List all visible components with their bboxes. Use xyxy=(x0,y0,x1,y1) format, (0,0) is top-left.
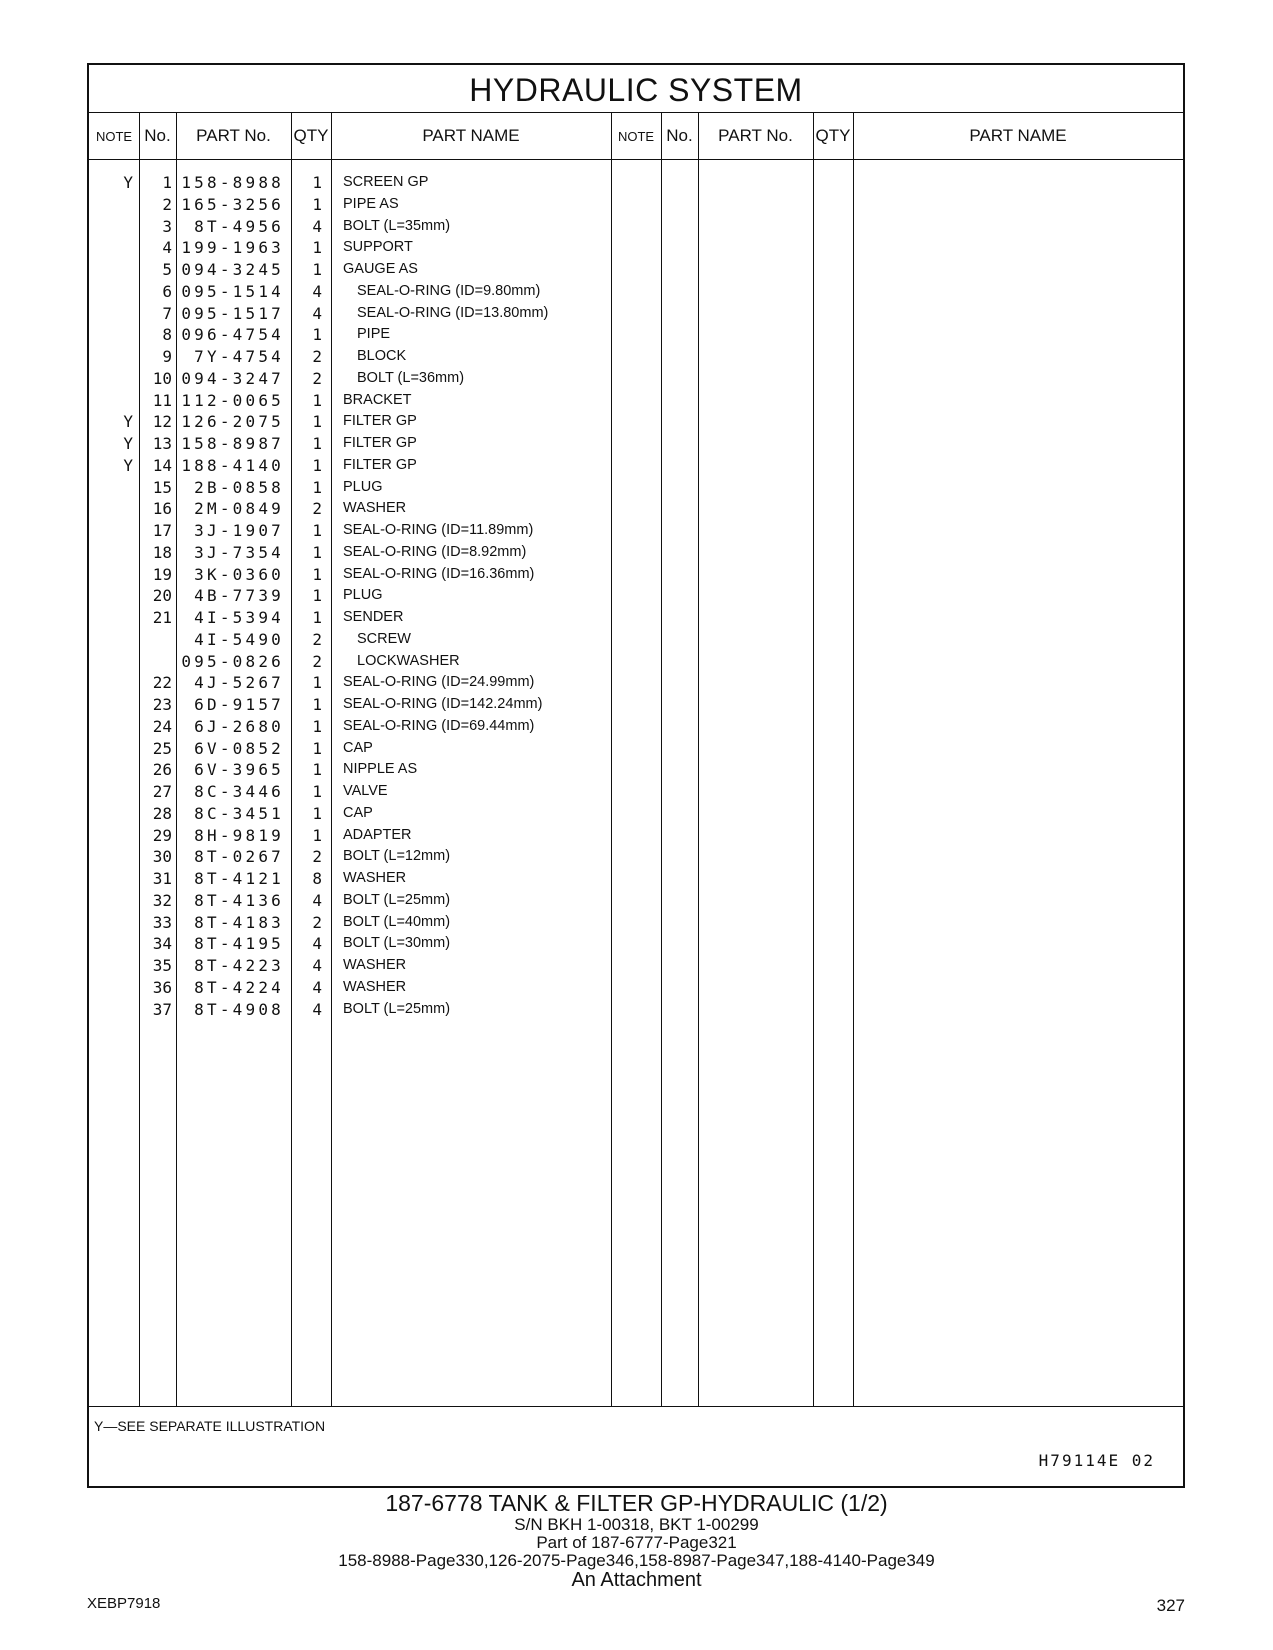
note-cell xyxy=(89,584,133,607)
part-name: WASHER xyxy=(343,978,407,995)
table-row xyxy=(89,737,1183,760)
quantity: 1 xyxy=(312,194,322,214)
item-number: 1 xyxy=(162,173,172,192)
note-cell xyxy=(89,497,133,520)
note-cell xyxy=(89,628,133,651)
part-name: GAUGE AS xyxy=(343,261,418,277)
page-number: 327 xyxy=(1156,1596,1185,1615)
parts-table-frame xyxy=(87,63,1185,1488)
part-number: 8T-4183 xyxy=(194,912,284,932)
note-cell xyxy=(89,715,133,738)
note-cell: Y xyxy=(123,173,133,192)
part-name: BOLT (L=30mm) xyxy=(343,935,451,952)
quantity: 2 xyxy=(312,847,322,867)
note-cell xyxy=(89,737,133,760)
part-name: SEAL-O-RING (ID=24.99mm) xyxy=(343,674,535,691)
table-header-row xyxy=(89,113,1183,160)
part-number: 3K-0360 xyxy=(194,564,284,584)
item-number: 36 xyxy=(152,977,172,997)
item-number: 8 xyxy=(162,325,172,345)
table-row xyxy=(89,302,1183,325)
quantity: 8 xyxy=(312,869,322,888)
part-name: PLUG xyxy=(343,478,383,495)
note-cell xyxy=(89,932,133,955)
note-cell xyxy=(89,845,133,868)
part-number: 8T-0267 xyxy=(194,847,284,867)
quantity: 1 xyxy=(312,695,322,714)
note-cell xyxy=(89,889,133,912)
quantity: 4 xyxy=(312,999,322,1019)
part-number: 7Y-4754 xyxy=(194,347,284,366)
quantity: 1 xyxy=(312,738,322,758)
note-cell xyxy=(89,236,133,259)
table-row xyxy=(89,193,1183,216)
item-number: 23 xyxy=(152,695,172,714)
item-number: 37 xyxy=(152,999,172,1019)
item-number: 6 xyxy=(162,281,172,301)
part-name: SCREEN GP xyxy=(343,174,429,190)
quantity: 2 xyxy=(312,629,322,649)
item-number: 20 xyxy=(152,586,172,606)
part-name: SEAL-O-RING (ID=16.36mm) xyxy=(343,565,535,582)
note-cell xyxy=(89,193,133,216)
note-cell: Y xyxy=(123,455,133,475)
quantity: 4 xyxy=(312,303,322,323)
part-name: PLUG xyxy=(343,587,383,604)
table-row xyxy=(89,563,1183,586)
part-name: SUPPORT xyxy=(343,239,413,256)
header-part-no: PART No. xyxy=(196,126,271,145)
quantity: 1 xyxy=(312,260,322,279)
part-number: 3J-7354 xyxy=(194,542,284,562)
footer-divider xyxy=(89,1406,1183,1407)
quantity: 1 xyxy=(312,586,322,606)
quantity: 1 xyxy=(312,608,322,627)
table-row xyxy=(89,215,1183,238)
part-number: 095-0826 xyxy=(181,651,284,671)
item-number: 7 xyxy=(162,303,172,323)
note-cell xyxy=(89,258,133,281)
note-cell xyxy=(89,998,133,1021)
note-cell xyxy=(89,476,133,499)
part-number: 165-3256 xyxy=(181,194,284,214)
part-name: SEAL-O-RING (ID=9.80mm) xyxy=(357,282,541,299)
quantity: 1 xyxy=(312,782,322,801)
part-number: 8T-4223 xyxy=(194,956,284,975)
header-no: No. xyxy=(144,126,171,145)
item-number: 26 xyxy=(152,760,172,780)
part-name: BOLT (L=25mm) xyxy=(343,1000,451,1017)
part-name: FILTER GP xyxy=(343,435,417,451)
part-name: CAP xyxy=(343,804,373,821)
note-cell xyxy=(89,541,133,564)
table-row xyxy=(89,258,1183,281)
part-number: 8C-3451 xyxy=(194,803,284,823)
note-cell xyxy=(89,867,133,890)
item-number: 35 xyxy=(152,956,172,975)
item-number: 18 xyxy=(152,542,172,562)
quantity: 4 xyxy=(312,934,322,954)
item-number: 31 xyxy=(152,869,172,888)
part-number: 8T-4136 xyxy=(194,890,284,910)
document-code: XEBP7918 xyxy=(87,1595,161,1612)
part-number: 112-0065 xyxy=(181,390,284,410)
quantity: 1 xyxy=(312,325,322,345)
part-number: 4B-7739 xyxy=(194,586,284,606)
part-number: 8C-3446 xyxy=(194,782,284,801)
quantity: 4 xyxy=(312,956,322,975)
note-cell xyxy=(89,911,133,934)
quantity: 1 xyxy=(312,673,322,693)
part-number: 8T-4224 xyxy=(194,977,284,997)
part-number: 6D-9157 xyxy=(194,695,284,714)
quantity: 2 xyxy=(312,347,322,366)
item-number: 24 xyxy=(152,716,172,736)
quantity: 1 xyxy=(312,825,322,845)
part-number: 094-3245 xyxy=(181,260,284,279)
quantity: 1 xyxy=(312,434,322,453)
note-cell xyxy=(89,367,133,390)
caption-title: 187-6778 TANK & FILTER GP-HYDRAULIC (1/2) xyxy=(385,1490,888,1516)
part-name: WASHER xyxy=(343,500,407,517)
quantity: 1 xyxy=(312,477,322,497)
header-no-right: No. xyxy=(666,126,693,145)
table-row xyxy=(89,780,1183,803)
item-number: 16 xyxy=(152,499,172,519)
item-number: 4 xyxy=(162,238,172,258)
item-number: 12 xyxy=(152,412,172,432)
part-name: SEAL-O-RING (ID=8.92mm) xyxy=(343,543,527,560)
quantity: 1 xyxy=(312,716,322,736)
note-cell xyxy=(89,302,133,325)
quantity: 1 xyxy=(312,564,322,584)
quantity: 2 xyxy=(312,651,322,671)
quantity: 1 xyxy=(312,760,322,780)
part-number: 8T-4956 xyxy=(194,216,284,236)
part-number: 6V-3965 xyxy=(194,760,284,780)
item-number: 2 xyxy=(162,194,172,214)
part-name: SEAL-O-RING (ID=13.80mm) xyxy=(357,304,549,321)
note-cell: Y xyxy=(123,412,133,432)
quantity: 2 xyxy=(312,368,322,388)
table-row xyxy=(89,345,1183,368)
header-note: NOTE xyxy=(95,128,133,144)
part-name: PIPE xyxy=(357,326,391,343)
figure-caption xyxy=(0,1490,1273,1590)
table-row xyxy=(89,650,1183,673)
caption-page-refs: 158-8988-Page330,126-2075-Page346,158-8987-Page347,188-4140-Page349 xyxy=(338,1551,935,1570)
part-number: 8T-4195 xyxy=(194,934,284,954)
note-cell: Y xyxy=(123,434,133,453)
table-row xyxy=(89,323,1183,346)
part-name: PIPE AS xyxy=(343,195,399,212)
table-row xyxy=(89,802,1183,825)
quantity: 1 xyxy=(312,521,322,540)
note-cell xyxy=(89,563,133,586)
note-cell xyxy=(89,606,133,629)
item-number: 11 xyxy=(152,390,172,410)
note-cell xyxy=(89,693,133,716)
note-cell xyxy=(89,519,133,542)
table-row xyxy=(89,541,1183,564)
table-row xyxy=(89,410,1183,433)
quantity: 2 xyxy=(312,499,322,519)
part-number: 4I-5394 xyxy=(194,608,284,627)
footnote: Y—SEE SEPARATE ILLUSTRATION xyxy=(94,1418,326,1434)
part-number: 8T-4908 xyxy=(194,999,284,1019)
part-name: SEAL-O-RING (ID=142.24mm) xyxy=(343,696,543,712)
part-number: 126-2075 xyxy=(181,412,284,432)
part-number: 095-1517 xyxy=(181,303,284,323)
part-name: ADAPTER xyxy=(343,826,412,843)
item-number: 34 xyxy=(152,934,172,954)
part-number: 158-8987 xyxy=(181,434,284,453)
item-number: 15 xyxy=(152,477,172,497)
part-name: SEAL-O-RING (ID=11.89mm) xyxy=(343,522,534,538)
part-name: BOLT (L=35mm) xyxy=(343,217,451,234)
part-number: 096-4754 xyxy=(181,325,284,345)
item-number: 32 xyxy=(152,890,172,910)
part-name: BOLT (L=12mm) xyxy=(343,848,451,865)
note-cell xyxy=(89,758,133,781)
note-cell xyxy=(89,215,133,238)
table-row xyxy=(89,606,1183,629)
part-number: 8T-4121 xyxy=(194,869,284,888)
table-row xyxy=(89,497,1183,520)
caption-attachment: An Attachment xyxy=(571,1569,702,1591)
item-number: 22 xyxy=(152,673,172,693)
part-name: VALVE xyxy=(343,783,388,799)
item-number: 19 xyxy=(152,564,172,584)
quantity: 1 xyxy=(312,238,322,258)
table-row xyxy=(89,954,1183,977)
table-row xyxy=(89,476,1183,499)
table-row xyxy=(89,693,1183,716)
part-number: 2M-0849 xyxy=(194,499,284,519)
item-number: 17 xyxy=(152,521,172,540)
quantity: 1 xyxy=(312,803,322,823)
item-number: 21 xyxy=(152,608,172,627)
item-number: 27 xyxy=(152,782,172,801)
table-row xyxy=(89,845,1183,868)
table-row xyxy=(89,389,1183,412)
quantity: 1 xyxy=(312,390,322,410)
header-part-name: PART NAME xyxy=(422,126,520,145)
note-cell xyxy=(89,671,133,694)
part-name: WASHER xyxy=(343,870,407,886)
note-cell xyxy=(89,389,133,412)
part-number: 188-4140 xyxy=(181,455,284,475)
part-name: FILTER GP xyxy=(343,413,417,430)
table-row xyxy=(89,715,1183,738)
part-name: BOLT (L=40mm) xyxy=(343,913,451,930)
table-row xyxy=(89,976,1183,999)
part-number: 2B-0858 xyxy=(194,477,284,497)
header-note-right: NOTE xyxy=(617,128,655,144)
part-name: SENDER xyxy=(343,609,404,625)
table-row xyxy=(89,236,1183,259)
table-row xyxy=(89,584,1183,607)
note-cell xyxy=(89,650,133,673)
header-part-no-right: PART No. xyxy=(718,126,793,145)
section-title: HYDRAULIC SYSTEM xyxy=(89,65,1183,113)
table-row xyxy=(89,911,1183,934)
quantity: 4 xyxy=(312,281,322,301)
part-name: FILTER GP xyxy=(343,456,417,473)
part-name: BOLT (L=25mm) xyxy=(343,891,451,908)
table-row xyxy=(89,454,1183,477)
quantity: 1 xyxy=(312,455,322,475)
quantity: 2 xyxy=(312,912,322,932)
table-row xyxy=(89,628,1183,651)
part-number: 094-3247 xyxy=(181,368,284,388)
part-name: BRACKET xyxy=(343,391,412,408)
part-number: 6J-2680 xyxy=(194,716,284,736)
header-qty-right: QTY xyxy=(815,126,851,145)
item-number: 30 xyxy=(152,847,172,867)
drawing-reference: H79114E 02 xyxy=(1038,1451,1155,1470)
note-cell xyxy=(89,345,133,368)
table-row xyxy=(89,932,1183,955)
part-name: LOCKWASHER xyxy=(357,652,460,669)
part-number: 8H-9819 xyxy=(194,825,284,845)
part-number: 4I-5490 xyxy=(194,629,284,649)
item-number: 3 xyxy=(162,216,172,236)
table-row xyxy=(89,758,1183,781)
part-name: WASHER xyxy=(343,957,407,973)
note-cell xyxy=(89,976,133,999)
item-number xyxy=(142,628,172,651)
header-qty: QTY xyxy=(293,126,329,145)
quantity: 1 xyxy=(312,173,322,192)
part-name: NIPPLE AS xyxy=(343,761,418,778)
note-cell xyxy=(89,780,133,803)
part-number: 158-8988 xyxy=(181,173,284,192)
part-number: 199-1963 xyxy=(181,238,284,258)
item-number: 10 xyxy=(152,368,172,388)
part-number: 3J-1907 xyxy=(194,521,284,540)
table-row xyxy=(89,671,1183,694)
part-number: 4J-5267 xyxy=(194,673,284,693)
table-row xyxy=(89,171,1183,194)
table-row xyxy=(89,889,1183,912)
table-row xyxy=(89,867,1183,890)
table-row xyxy=(89,519,1183,542)
part-name: BLOCK xyxy=(357,348,407,364)
note-cell xyxy=(89,802,133,825)
table-row xyxy=(89,280,1183,303)
part-number: 6V-0852 xyxy=(194,738,284,758)
item-number: 29 xyxy=(152,825,172,845)
caption-part-of: Part of 187-6777-Page321 xyxy=(536,1533,737,1552)
note-cell xyxy=(89,824,133,847)
item-number: 14 xyxy=(152,455,172,475)
quantity: 1 xyxy=(312,412,322,432)
part-name: CAP xyxy=(343,739,373,756)
caption-serial: S/N BKH 1-00318, BKT 1-00299 xyxy=(514,1515,759,1534)
note-cell xyxy=(89,954,133,977)
item-number: 5 xyxy=(162,260,172,279)
note-cell xyxy=(89,280,133,303)
quantity: 4 xyxy=(312,216,322,236)
table-row xyxy=(89,998,1183,1021)
table-row xyxy=(89,432,1183,455)
part-name: SEAL-O-RING (ID=69.44mm) xyxy=(343,717,535,734)
quantity: 4 xyxy=(312,977,322,997)
part-number: 095-1514 xyxy=(181,281,284,301)
quantity: 1 xyxy=(312,542,322,562)
item-number xyxy=(142,650,172,673)
item-number: 25 xyxy=(152,738,172,758)
quantity: 4 xyxy=(312,890,322,910)
part-name: BOLT (L=36mm) xyxy=(357,369,465,386)
table-row xyxy=(89,824,1183,847)
part-name: SCREW xyxy=(357,630,411,647)
item-number: 28 xyxy=(152,803,172,823)
item-number: 9 xyxy=(162,347,172,366)
header-part-name-right: PART NAME xyxy=(969,126,1067,145)
item-number: 13 xyxy=(152,434,172,453)
note-cell xyxy=(89,323,133,346)
item-number: 33 xyxy=(152,912,172,932)
table-row xyxy=(89,367,1183,390)
